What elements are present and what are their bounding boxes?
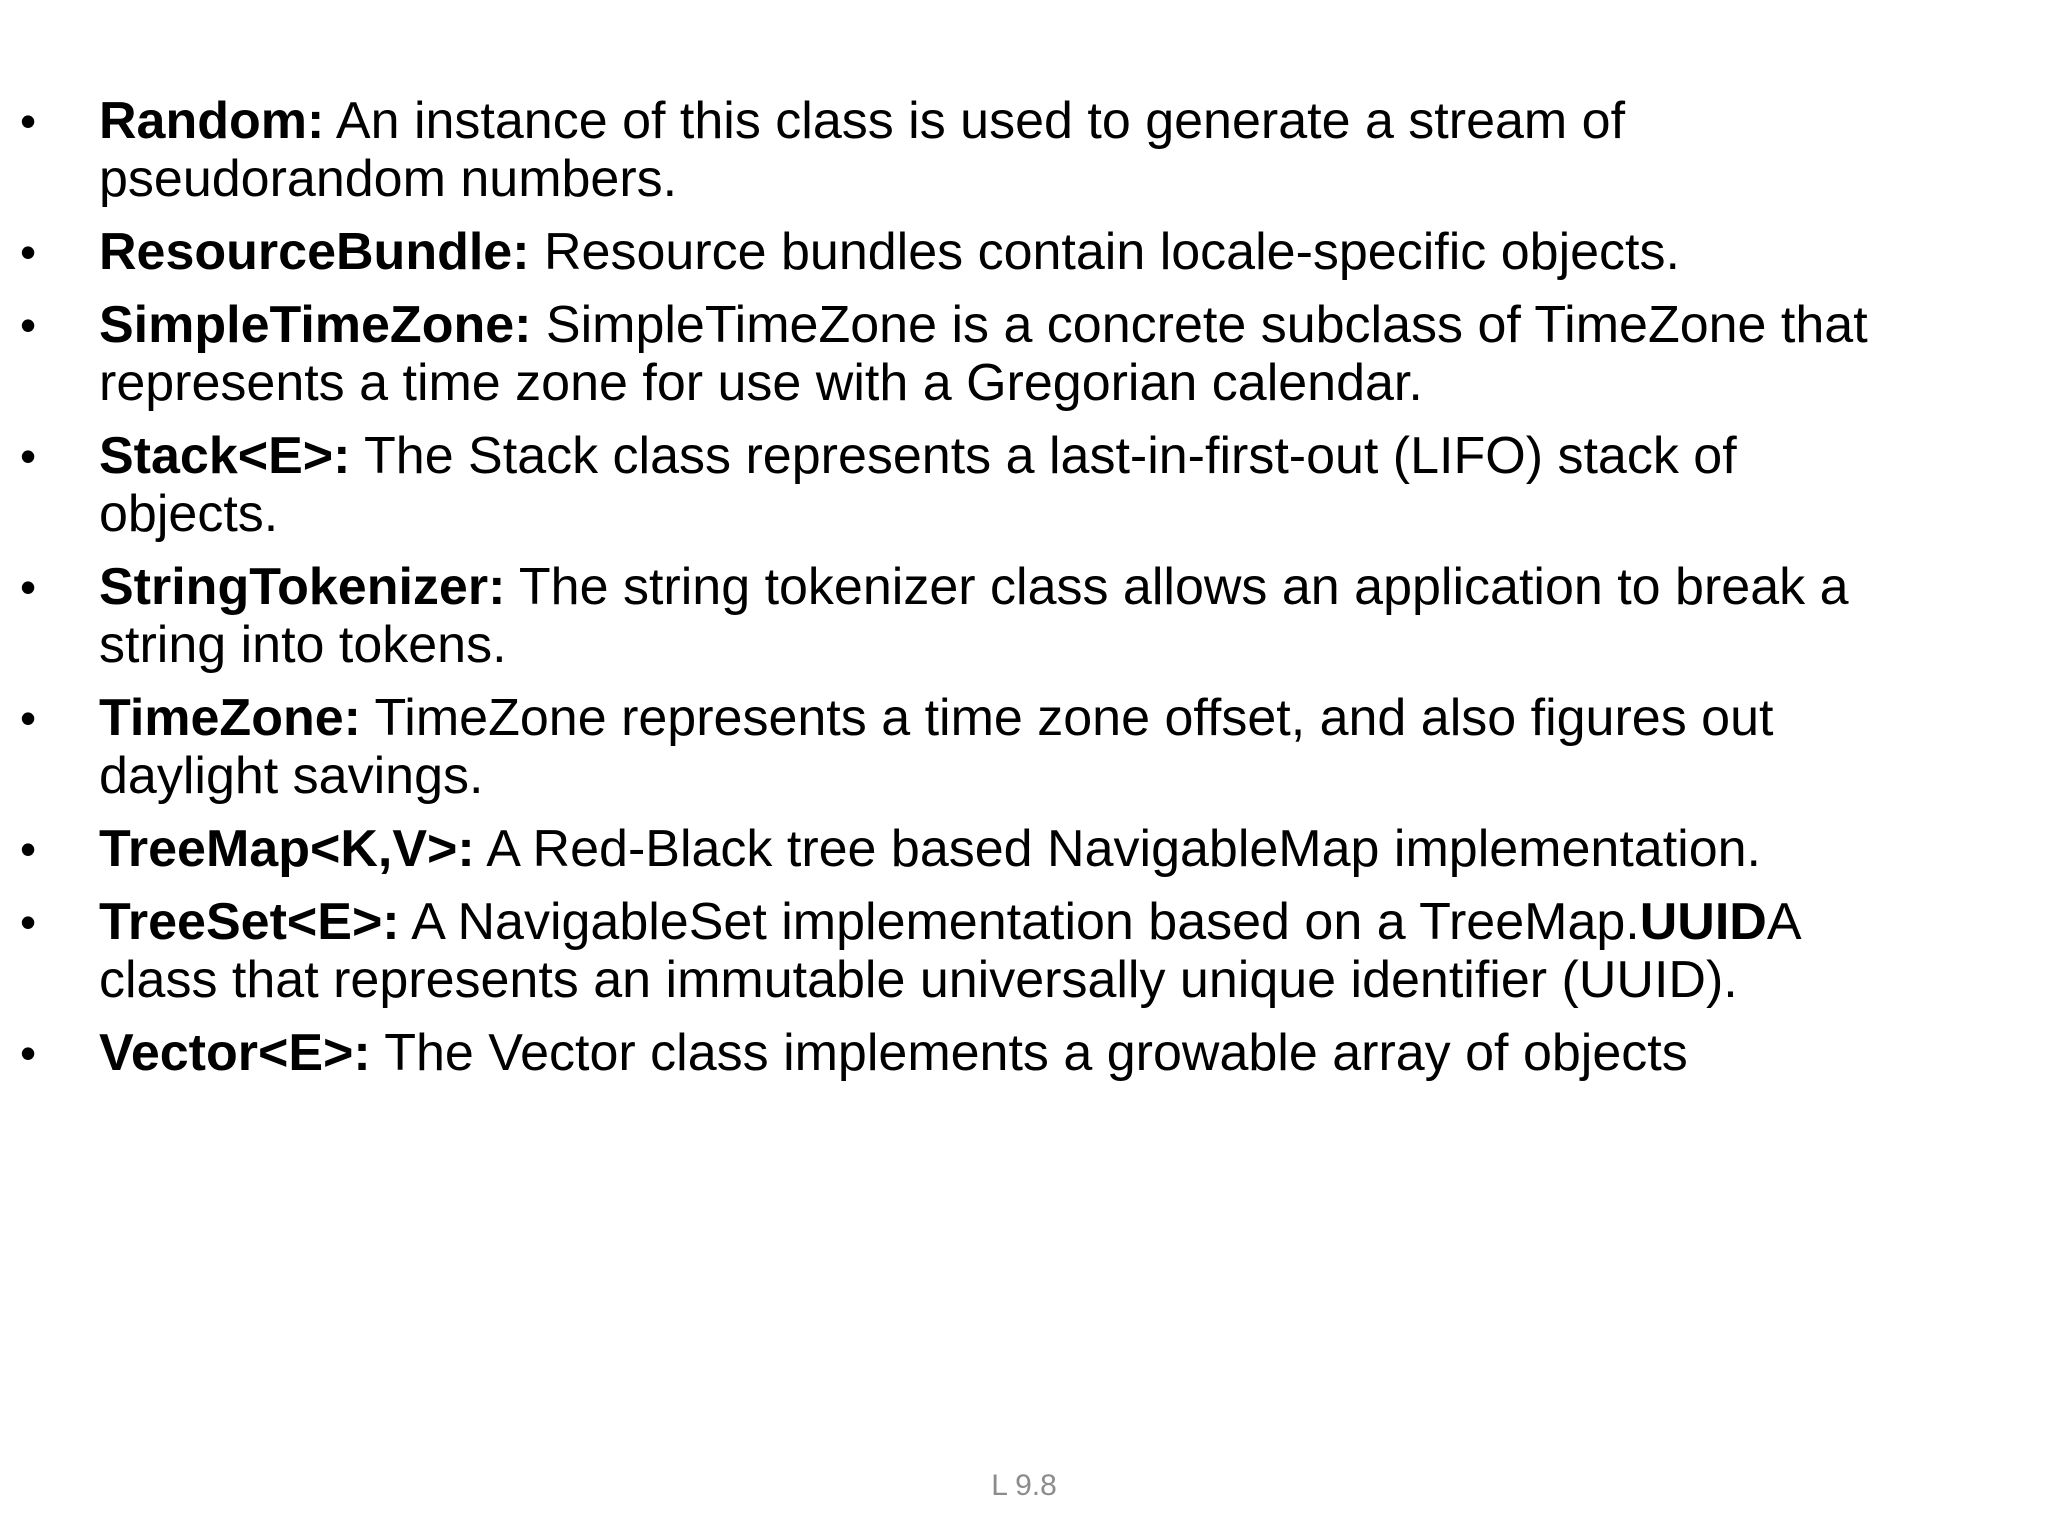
bullet-icon: • [20, 692, 37, 744]
term-description: SimpleTimeZone is a concrete subclass of TimeZone that represents a time zone for use with a Gregorian calendar. [99, 296, 1868, 412]
term-description: An instance of this class is used to generate a stream of pseudorandom numbers. [99, 92, 1626, 208]
list-item-resourcebundle [20, 223, 1920, 281]
bullet-icon: • [20, 561, 37, 613]
bullet-icon: • [20, 226, 37, 278]
list-item-random [20, 92, 1920, 208]
list-item-stringtokenizer [20, 558, 1920, 674]
term-description: The Stack class represents a last-in-first-out (LIFO) stack of objects. [99, 427, 1737, 543]
bullet-icon: • [20, 95, 37, 147]
term-description: Resource bundles contain locale-specific objects. [529, 223, 1680, 281]
term-description: TimeZone represents a time zone offset, and also figures out daylight savings. [99, 689, 1774, 805]
term-label: Vector<E>: [99, 1024, 371, 1082]
list-item-vector [20, 1024, 1920, 1082]
bullet-icon: • [20, 896, 37, 948]
bullet-list [20, 92, 1920, 1097]
bullet-icon: • [20, 299, 37, 351]
term-label: Stack<E>: [99, 427, 351, 485]
list-item-treeset [20, 893, 1920, 1009]
term-label: TreeMap<K,V>: [99, 820, 475, 878]
list-item-timezone [20, 689, 1920, 805]
bullet-icon: • [20, 823, 37, 875]
bullet-icon: • [20, 430, 37, 482]
term-label: TimeZone: [99, 689, 361, 747]
term-label: StringTokenizer: [99, 558, 506, 616]
term-label: SimpleTimeZone: [99, 296, 532, 354]
term-description-uuid: A class that represents an immutable universally unique identifier (UUID). [99, 893, 1799, 1009]
term-label: ResourceBundle: [99, 223, 530, 281]
list-item-treemap [20, 820, 1920, 878]
term-description: A Red-Black tree based NavigableMap implementation. [474, 820, 1761, 878]
term-label: Random: [99, 92, 325, 150]
term-label-uuid: UUID [1639, 893, 1767, 951]
bullet-icon: • [20, 1027, 37, 1079]
list-item-stack [20, 427, 1920, 543]
term-description: The string tokenizer class allows an application to break a string into tokens. [99, 558, 1849, 674]
slide-number-footer: L 9.8 [991, 1469, 1057, 1502]
term-description: A NavigableSet implementation based on a TreeMap. [399, 893, 1640, 951]
term-description: The Vector class implements a growable array of objects [370, 1024, 1688, 1082]
term-label: TreeSet<E>: [99, 893, 400, 951]
list-item-simpletimezone [20, 296, 1920, 412]
